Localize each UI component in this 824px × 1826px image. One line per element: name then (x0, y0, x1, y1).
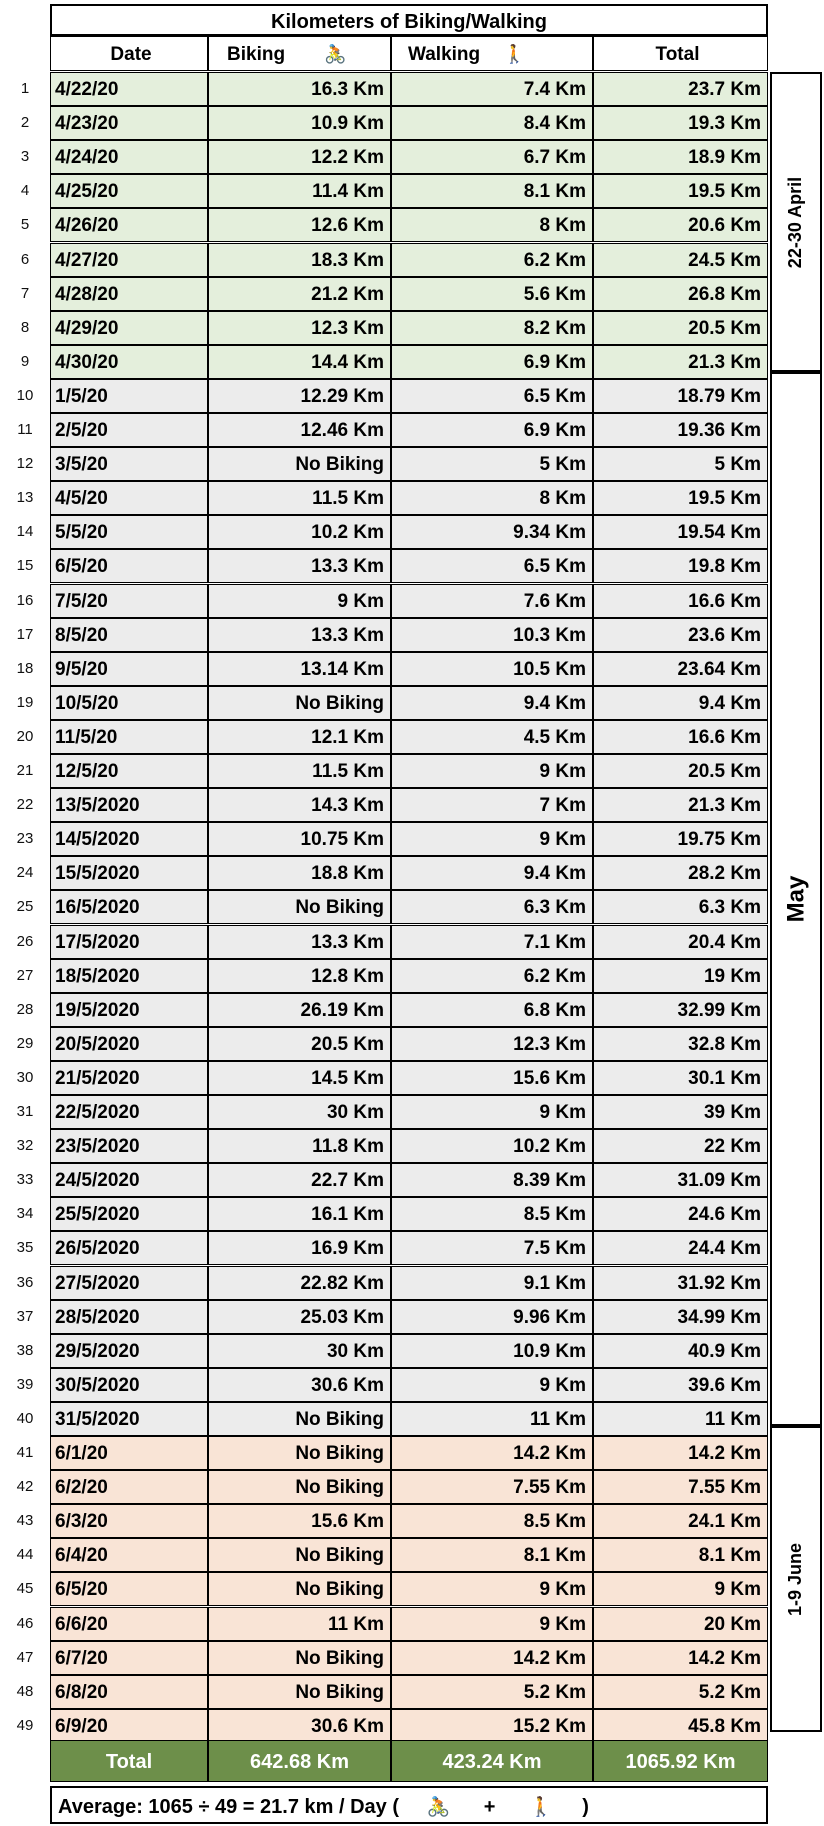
cell-biking: 26.19 Km (208, 993, 391, 1027)
cell-walking: 9 Km (391, 1607, 593, 1641)
cell-date: 4/30/20 (50, 345, 208, 379)
cell-biking: 18.8 Km (208, 856, 391, 890)
cell-date: 22/5/2020 (50, 1095, 208, 1129)
cell-total: 40.9 Km (593, 1334, 768, 1368)
cell-walking: 14.2 Km (391, 1641, 593, 1675)
cell-total: 19.75 Km (593, 822, 768, 856)
cell-date: 28/5/2020 (50, 1300, 208, 1334)
row-number: 36 (16, 1274, 34, 1291)
cell-walking: 8.39 Km (391, 1163, 593, 1197)
row-number: 4 (20, 182, 30, 199)
band-april (770, 72, 822, 372)
cell-biking: 25.03 Km (208, 1300, 391, 1334)
cell-total: 21.3 Km (593, 345, 768, 379)
cell-biking: 22.82 Km (208, 1266, 391, 1300)
cell-walking: 10.5 Km (391, 652, 593, 686)
cell-total: 24.6 Km (593, 1197, 768, 1231)
cell-date: 21/5/2020 (50, 1061, 208, 1095)
row-number: 38 (16, 1342, 34, 1359)
bicycle-icon: 🚴 (324, 44, 347, 64)
cell-total: 7.55 Km (593, 1470, 768, 1504)
cell-walking: 9 Km (391, 754, 593, 788)
row-number: 45 (16, 1580, 34, 1597)
row-number: 6 (20, 251, 30, 268)
cell-biking: No Biking (208, 1402, 391, 1436)
header-total: Total (593, 36, 768, 71)
cell-date: 20/5/2020 (50, 1027, 208, 1061)
cell-total: 32.8 Km (593, 1027, 768, 1061)
cell-total: 19.3 Km (593, 106, 768, 140)
row-number: 27 (16, 967, 34, 984)
cell-biking: 16.3 Km (208, 72, 391, 106)
cell-date: 24/5/2020 (50, 1163, 208, 1197)
row-number: 12 (16, 455, 34, 472)
cell-date: 6/6/20 (50, 1607, 208, 1641)
row-number: 20 (16, 728, 34, 745)
cell-date: 23/5/2020 (50, 1129, 208, 1163)
cell-total: 11 Km (593, 1402, 768, 1436)
row-number: 30 (16, 1069, 34, 1086)
row-number: 46 (16, 1615, 34, 1632)
cell-total: 19.8 Km (593, 549, 768, 583)
cell-total: 32.99 Km (593, 993, 768, 1027)
cell-date: 29/5/2020 (50, 1334, 208, 1368)
cell-biking: 12.29 Km (208, 379, 391, 413)
row-number: 42 (16, 1478, 34, 1495)
cell-date: 3/5/20 (50, 447, 208, 481)
band-may-label: May (782, 875, 809, 923)
row-number: 41 (16, 1444, 34, 1461)
cell-walking: 9 Km (391, 1095, 593, 1129)
cell-biking: 30.6 Km (208, 1709, 391, 1743)
cell-total: 5.2 Km (593, 1675, 768, 1709)
row-number: 43 (16, 1512, 34, 1529)
cell-biking: No Biking (208, 686, 391, 720)
cell-total: 30.1 Km (593, 1061, 768, 1095)
cell-biking: 13.14 Km (208, 652, 391, 686)
cell-walking: 6.2 Km (391, 959, 593, 993)
cell-biking: No Biking (208, 1572, 391, 1606)
cell-biking: 13.3 Km (208, 549, 391, 583)
row-number: 49 (16, 1717, 34, 1734)
row-number: 37 (16, 1308, 34, 1325)
cell-biking: No Biking (208, 1538, 391, 1572)
row-number: 15 (16, 557, 34, 574)
cell-total: 24.5 Km (593, 243, 768, 277)
row-number: 16 (16, 592, 34, 609)
cell-walking: 9.34 Km (391, 515, 593, 549)
cell-date: 14/5/2020 (50, 822, 208, 856)
cell-walking: 5 Km (391, 447, 593, 481)
cell-total: 21.3 Km (593, 788, 768, 822)
cell-date: 4/24/20 (50, 140, 208, 174)
cell-total: 6.3 Km (593, 890, 768, 924)
cell-walking: 8.5 Km (391, 1197, 593, 1231)
total-label: Total (50, 1740, 208, 1782)
cell-date: 6/2/20 (50, 1470, 208, 1504)
cell-biking: 10.75 Km (208, 822, 391, 856)
cell-walking: 9.96 Km (391, 1300, 593, 1334)
cell-walking: 5.6 Km (391, 277, 593, 311)
cell-biking: No Biking (208, 1675, 391, 1709)
row-number: 47 (16, 1649, 34, 1666)
cell-biking: 9 Km (208, 584, 391, 618)
average-row (50, 1786, 768, 1824)
cell-walking: 8.2 Km (391, 311, 593, 345)
cell-biking: 15.6 Km (208, 1504, 391, 1538)
row-number: 40 (16, 1410, 34, 1427)
row-number: 24 (16, 864, 34, 881)
cell-walking: 7.4 Km (391, 72, 593, 106)
row-number: 9 (20, 353, 30, 370)
cell-total: 8.1 Km (593, 1538, 768, 1572)
cell-biking: 16.1 Km (208, 1197, 391, 1231)
cell-biking: 10.2 Km (208, 515, 391, 549)
header-walking (391, 36, 593, 71)
cell-biking: No Biking (208, 447, 391, 481)
average-plus: + (483, 1796, 496, 1818)
cell-total: 23.7 Km (593, 72, 768, 106)
cell-biking: 12.6 Km (208, 208, 391, 242)
cell-total: 23.64 Km (593, 652, 768, 686)
header-date: Date (50, 36, 208, 71)
row-number: 32 (16, 1137, 34, 1154)
cell-biking: 11.5 Km (208, 754, 391, 788)
row-number: 21 (16, 762, 34, 779)
cell-total: 24.1 Km (593, 1504, 768, 1538)
cell-date: 17/5/2020 (50, 925, 208, 959)
row-number: 2 (20, 114, 30, 131)
cell-date: 6/5/20 (50, 1572, 208, 1606)
cell-date: 26/5/2020 (50, 1231, 208, 1265)
cell-walking: 8.5 Km (391, 1504, 593, 1538)
cell-biking: 18.3 Km (208, 243, 391, 277)
cell-total: 5 Km (593, 447, 768, 481)
row-number: 8 (20, 319, 30, 336)
cell-biking: 30 Km (208, 1334, 391, 1368)
cell-total: 20.4 Km (593, 925, 768, 959)
cell-walking: 8 Km (391, 208, 593, 242)
cell-biking: 13.3 Km (208, 925, 391, 959)
row-number: 48 (16, 1683, 34, 1700)
cell-date: 6/9/20 (50, 1709, 208, 1743)
cell-walking: 10.9 Km (391, 1334, 593, 1368)
row-number: 13 (16, 489, 34, 506)
cell-date: 6/7/20 (50, 1641, 208, 1675)
cell-date: 4/25/20 (50, 174, 208, 208)
cell-biking: 11 Km (208, 1607, 391, 1641)
row-number: 25 (16, 898, 34, 915)
cell-date: 2/5/20 (50, 413, 208, 447)
cell-walking: 6.3 Km (391, 890, 593, 924)
cell-walking: 9.1 Km (391, 1266, 593, 1300)
cell-walking: 6.9 Km (391, 413, 593, 447)
cell-date: 4/27/20 (50, 243, 208, 277)
cell-date: 4/23/20 (50, 106, 208, 140)
cell-walking: 6.8 Km (391, 993, 593, 1027)
row-number: 28 (16, 1001, 34, 1018)
cell-total: 31.92 Km (593, 1266, 768, 1300)
cell-total: 19 Km (593, 959, 768, 993)
cell-walking: 7 Km (391, 788, 593, 822)
cell-walking: 8.4 Km (391, 106, 593, 140)
cell-walking: 6.7 Km (391, 140, 593, 174)
cell-total: 9.4 Km (593, 686, 768, 720)
cell-date: 1/5/20 (50, 379, 208, 413)
cell-walking: 10.2 Km (391, 1129, 593, 1163)
row-number: 33 (16, 1171, 34, 1188)
row-number: 10 (16, 387, 34, 404)
cell-date: 11/5/20 (50, 720, 208, 754)
cell-walking: 15.2 Km (391, 1709, 593, 1743)
cell-walking: 4.5 Km (391, 720, 593, 754)
cell-total: 39.6 Km (593, 1368, 768, 1402)
cell-total: 39 Km (593, 1095, 768, 1129)
cell-walking: 9 Km (391, 1572, 593, 1606)
cell-total: 34.99 Km (593, 1300, 768, 1334)
cell-biking: 12.8 Km (208, 959, 391, 993)
cell-walking: 6.9 Km (391, 345, 593, 379)
row-number: 17 (16, 626, 34, 643)
cell-total: 19.54 Km (593, 515, 768, 549)
row-number: 23 (16, 830, 34, 847)
cell-total: 9 Km (593, 1572, 768, 1606)
cell-date: 6/5/20 (50, 549, 208, 583)
cell-date: 19/5/2020 (50, 993, 208, 1027)
cell-walking: 14.2 Km (391, 1436, 593, 1470)
cell-biking: 12.3 Km (208, 311, 391, 345)
cell-biking: 10.9 Km (208, 106, 391, 140)
band-june (770, 1426, 822, 1732)
cell-biking: 14.4 Km (208, 345, 391, 379)
cell-walking: 5.2 Km (391, 1675, 593, 1709)
cell-date: 4/5/20 (50, 481, 208, 515)
cell-biking: No Biking (208, 1436, 391, 1470)
cell-date: 4/26/20 (50, 208, 208, 242)
cell-date: 10/5/20 (50, 686, 208, 720)
cell-walking: 6.5 Km (391, 549, 593, 583)
cell-date: 18/5/2020 (50, 959, 208, 993)
total-biking: 642.68 Km (208, 1740, 391, 1782)
row-number: 1 (20, 80, 30, 97)
cell-walking: 8.1 Km (391, 1538, 593, 1572)
header-walking-label: Walking (408, 44, 481, 65)
cell-biking: 16.9 Km (208, 1231, 391, 1265)
cell-total: 24.4 Km (593, 1231, 768, 1265)
cell-walking: 11 Km (391, 1402, 593, 1436)
cell-biking: No Biking (208, 1641, 391, 1675)
cell-date: 6/8/20 (50, 1675, 208, 1709)
cell-biking: 30.6 Km (208, 1368, 391, 1402)
band-april-label: 22-30 April (785, 176, 806, 268)
cell-walking: 10.3 Km (391, 618, 593, 652)
cell-total: 16.6 Km (593, 720, 768, 754)
cell-date: 25/5/2020 (50, 1197, 208, 1231)
row-number: 44 (16, 1546, 34, 1563)
total-walking: 423.24 Km (391, 1740, 593, 1782)
cell-biking: 13.3 Km (208, 618, 391, 652)
cell-walking: 7.1 Km (391, 925, 593, 959)
cell-date: 6/4/20 (50, 1538, 208, 1572)
cell-biking: 14.3 Km (208, 788, 391, 822)
cell-biking: 20.5 Km (208, 1027, 391, 1061)
row-number: 18 (16, 660, 34, 677)
header-biking (208, 36, 391, 71)
cell-date: 6/1/20 (50, 1436, 208, 1470)
cell-total: 20 Km (593, 1607, 768, 1641)
cell-walking: 15.6 Km (391, 1061, 593, 1095)
cell-walking: 6.2 Km (391, 243, 593, 277)
cell-date: 4/29/20 (50, 311, 208, 345)
cell-total: 31.09 Km (593, 1163, 768, 1197)
cell-biking: 12.1 Km (208, 720, 391, 754)
cell-total: 23.6 Km (593, 618, 768, 652)
cell-total: 22 Km (593, 1129, 768, 1163)
cell-biking: No Biking (208, 890, 391, 924)
cell-total: 18.9 Km (593, 140, 768, 174)
row-number: 14 (16, 523, 34, 540)
cell-biking: No Biking (208, 1470, 391, 1504)
band-june-label: 1-9 June (785, 1542, 806, 1616)
table-title: Kilometers of Biking/Walking (50, 4, 768, 36)
walking-icon: 🚶 (503, 44, 526, 64)
cell-walking: 7.5 Km (391, 1231, 593, 1265)
cell-walking: 8.1 Km (391, 174, 593, 208)
row-number: 11 (17, 421, 33, 438)
cell-biking: 12.2 Km (208, 140, 391, 174)
cell-biking: 12.46 Km (208, 413, 391, 447)
cell-walking: 9.4 Km (391, 686, 593, 720)
cell-total: 26.8 Km (593, 277, 768, 311)
cell-date: 31/5/2020 (50, 1402, 208, 1436)
cell-date: 9/5/20 (50, 652, 208, 686)
average-bicycle-icon: 🚴 (426, 1797, 451, 1818)
total-total: 1065.92 Km (593, 1740, 768, 1782)
cell-total: 45.8 Km (593, 1709, 768, 1743)
average-text: Average: 1065 ÷ 49 = 21.7 km / Day ( (58, 1796, 399, 1818)
cell-total: 20.6 Km (593, 208, 768, 242)
cell-total: 16.6 Km (593, 584, 768, 618)
cell-walking: 8 Km (391, 481, 593, 515)
row-number: 19 (16, 694, 34, 711)
cell-total: 28.2 Km (593, 856, 768, 890)
cell-walking: 9 Km (391, 822, 593, 856)
cell-walking: 6.5 Km (391, 379, 593, 413)
cell-total: 19.36 Km (593, 413, 768, 447)
cell-total: 14.2 Km (593, 1436, 768, 1470)
row-number: 29 (16, 1035, 34, 1052)
cell-date: 27/5/2020 (50, 1266, 208, 1300)
cell-total: 14.2 Km (593, 1641, 768, 1675)
cell-date: 16/5/2020 (50, 890, 208, 924)
band-may (770, 372, 822, 1426)
cell-walking: 9.4 Km (391, 856, 593, 890)
cell-total: 18.79 Km (593, 379, 768, 413)
cell-date: 4/22/20 (50, 72, 208, 106)
row-number: 5 (20, 216, 30, 233)
cell-biking: 21.2 Km (208, 277, 391, 311)
cell-biking: 11.8 Km (208, 1129, 391, 1163)
row-number: 3 (20, 148, 30, 165)
row-number: 7 (20, 285, 30, 302)
cell-total: 19.5 Km (593, 481, 768, 515)
header-biking-label: Biking (227, 44, 286, 65)
average-close: ) (582, 1796, 589, 1818)
cell-biking: 30 Km (208, 1095, 391, 1129)
cell-total: 19.5 Km (593, 174, 768, 208)
cell-biking: 14.5 Km (208, 1061, 391, 1095)
cell-walking: 7.55 Km (391, 1470, 593, 1504)
cell-date: 5/5/20 (50, 515, 208, 549)
cell-date: 15/5/2020 (50, 856, 208, 890)
average-walking-icon: 🚶 (529, 1797, 553, 1818)
row-number: 31 (16, 1103, 34, 1120)
cell-date: 7/5/20 (50, 584, 208, 618)
cell-total: 20.5 Km (593, 754, 768, 788)
row-number: 35 (16, 1239, 34, 1256)
cell-walking: 7.6 Km (391, 584, 593, 618)
row-number: 26 (16, 933, 34, 950)
cell-date: 30/5/2020 (50, 1368, 208, 1402)
cell-date: 4/28/20 (50, 277, 208, 311)
cell-biking: 22.7 Km (208, 1163, 391, 1197)
row-number: 22 (16, 796, 34, 813)
cell-date: 6/3/20 (50, 1504, 208, 1538)
row-number: 39 (16, 1376, 34, 1393)
cell-date: 8/5/20 (50, 618, 208, 652)
cell-total: 20.5 Km (593, 311, 768, 345)
cell-walking: 9 Km (391, 1368, 593, 1402)
cell-date: 13/5/2020 (50, 788, 208, 822)
row-number: 34 (16, 1205, 34, 1222)
cell-biking: 11.5 Km (208, 481, 391, 515)
cell-walking: 12.3 Km (391, 1027, 593, 1061)
cell-biking: 11.4 Km (208, 174, 391, 208)
cell-date: 12/5/20 (50, 754, 208, 788)
